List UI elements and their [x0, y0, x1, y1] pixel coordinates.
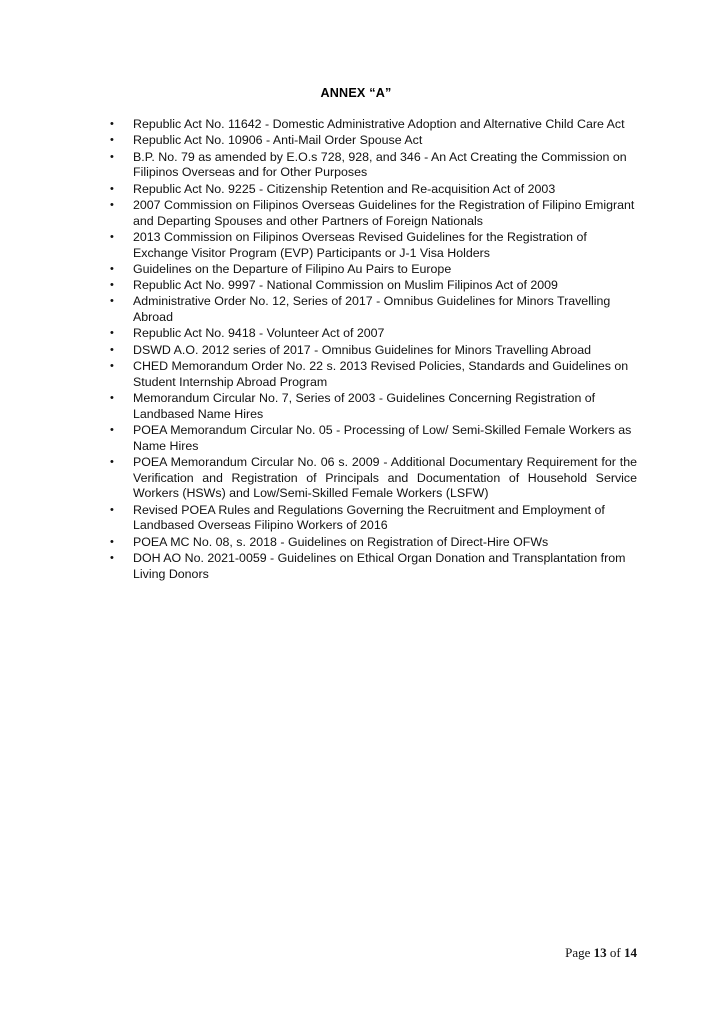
footer-middle: of	[606, 945, 624, 960]
page-title: ANNEX “A”	[320, 86, 392, 100]
list-item-label: Republic Act No. 9225 - Citizenship Retention and Re-acquisition Act of 2003	[133, 181, 556, 196]
list-item	[104, 278, 637, 294]
bullet-icon: •	[110, 456, 114, 469]
bullet-icon: •	[110, 150, 114, 163]
list-item-label: B.P. No. 79 as amended by E.O.s 728, 928, and 346 - An Act Creating the Commission on Filipinos Overseas and for Other Purposes	[133, 149, 627, 180]
list-item-label: 2007 Commission on Filipinos Overseas Guidelines for the Registration of Filipino Emigrant and Departing Spouses and other Partners of Foreign Nationals	[133, 197, 635, 228]
list-item	[104, 343, 637, 359]
footer-total-pages: 14	[624, 945, 637, 960]
bullet-icon: •	[110, 262, 114, 275]
list-item-label: Republic Act No. 9418 - Volunteer Act of 2007	[133, 326, 385, 341]
bullet-icon: •	[110, 230, 114, 243]
page-footer	[100, 945, 637, 961]
list-item	[104, 391, 637, 422]
bullet-icon: •	[110, 503, 114, 516]
list-item	[104, 455, 637, 502]
bullet-icon: •	[110, 134, 114, 147]
bullet-icon: •	[110, 424, 114, 437]
bullet-icon: •	[110, 279, 114, 292]
list-item	[104, 551, 637, 582]
list-item	[104, 182, 637, 198]
footer-current-page: 13	[593, 945, 607, 960]
list-item-label: Revised POEA Rules and Regulations Governing the Recruitment and Employment of Landbased Overseas Filipino Workers of 2016	[133, 502, 605, 533]
bullet-icon: •	[110, 327, 114, 340]
list-item-label: Republic Act No. 9997 - National Commission on Muslim Filipinos Act of 2009	[133, 278, 558, 293]
bullet-icon: •	[110, 295, 114, 308]
list-item	[104, 294, 637, 325]
list-item	[104, 230, 637, 261]
list-item-label: Memorandum Circular No. 7, Series of 2003 - Guidelines Concerning Registration of Landbased Name Hires	[133, 391, 596, 421]
bullet-icon: •	[110, 343, 114, 356]
list-item-label: POEA Memorandum Circular No. 05 - Processing of Low/ Semi-Skilled Female Workers as Name Hires	[133, 423, 632, 453]
list-item	[104, 117, 637, 133]
bullet-icon: •	[110, 198, 114, 211]
bullet-icon: •	[110, 535, 114, 548]
list-item-label: CHED Memorandum Order No. 22 s. 2013 Revised Policies, Standards and Guidelines on Student Internship Abroad Program	[133, 359, 629, 389]
list-item-label: POEA Memorandum Circular No. 06 s. 2009 - Additional Documentary Requirement for the Verification and Registration of Principals and Documentation of Household Service Workers (HSWs) and Low/Semi-Skilled Female Workers (LSFW)	[133, 455, 637, 501]
list-item-label: POEA MC No. 08, s. 2018 - Guidelines on Registration of Direct-Hire OFWs	[133, 534, 549, 549]
bullet-icon: •	[110, 118, 114, 130]
bullet-icon: •	[110, 360, 114, 373]
list-item	[104, 150, 637, 181]
list-item-label: DOH AO No. 2021-0059 - Guidelines on Ethical Organ Donation and Transplantation from Living Donors	[133, 551, 626, 581]
reference-list	[104, 117, 637, 583]
list-item	[104, 326, 637, 342]
list-item	[104, 359, 637, 390]
list-item-label: Guidelines on the Departure of Filipino Au Pairs to Europe	[133, 261, 452, 276]
list-item-label: 2013 Commission on Filipinos Overseas Revised Guidelines for the Registration of Exchange Visitor Program (EVP) Participants or J-1 Visa Holders	[133, 229, 587, 260]
list-item	[104, 535, 637, 551]
bullet-icon: •	[110, 182, 114, 195]
list-item-label: Republic Act No. 10906 - Anti-Mail Order Spouse Act	[133, 133, 423, 148]
list-item	[104, 133, 637, 149]
list-item	[104, 423, 637, 454]
list-item	[104, 198, 637, 229]
footer-prefix: Page	[565, 945, 594, 960]
bullet-icon: •	[110, 552, 114, 565]
list-item-label: DSWD A.O. 2012 series of 2017 - Omnibus Guidelines for Minors Travelling Abroad	[133, 342, 591, 357]
list-item	[104, 262, 637, 278]
list-item-label: Administrative Order No. 12, Series of 2017 - Omnibus Guidelines for Minors Travelling Abroad	[133, 294, 611, 325]
list-item-label: Republic Act No. 11642 - Domestic Administrative Adoption and Alternative Child Care Act	[133, 117, 625, 131]
list-item	[104, 503, 637, 534]
bullet-icon: •	[110, 392, 114, 405]
